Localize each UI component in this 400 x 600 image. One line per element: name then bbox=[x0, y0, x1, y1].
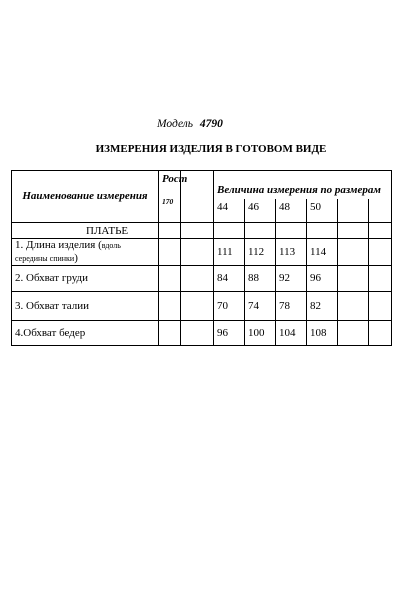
value-cell: 111 bbox=[214, 239, 245, 266]
header-name: Наименование измерения bbox=[12, 171, 159, 223]
size-46: 46 bbox=[245, 199, 276, 223]
value-cell: 84 bbox=[214, 266, 245, 292]
value-cell: 78 bbox=[276, 292, 307, 321]
value-cell: 92 bbox=[276, 266, 307, 292]
value-cell: 70 bbox=[214, 292, 245, 321]
size-44: 44 bbox=[214, 199, 245, 223]
section-label: ПЛАТЬЕ bbox=[12, 223, 159, 239]
model-line bbox=[157, 118, 223, 130]
table-row bbox=[12, 266, 392, 292]
size-empty-2 bbox=[369, 199, 392, 223]
row-label-waist: 3. Обхват талии bbox=[12, 292, 159, 321]
size-empty-1 bbox=[338, 199, 369, 223]
size-48: 48 bbox=[276, 199, 307, 223]
model-number: 4790 bbox=[199, 118, 223, 130]
header-sizes-label: Величина измерения по размерам bbox=[214, 171, 392, 199]
value-cell: 82 bbox=[307, 292, 338, 321]
value-cell: 96 bbox=[307, 266, 338, 292]
row-label-hips: 4.Обхват бедер bbox=[12, 321, 159, 346]
value-cell: 108 bbox=[307, 321, 338, 346]
value-cell: 113 bbox=[276, 239, 307, 266]
value-cell: 100 bbox=[245, 321, 276, 346]
model-label: Модель bbox=[157, 118, 194, 130]
value-cell: 74 bbox=[245, 292, 276, 321]
measurements-table bbox=[11, 170, 392, 346]
table-row bbox=[12, 292, 392, 321]
page-title: ИЗМЕРЕНИЯ ИЗДЕЛИЯ В ГОТОВОМ ВИДЕ bbox=[95, 143, 327, 155]
header-height bbox=[159, 171, 188, 223]
section-row bbox=[12, 223, 392, 239]
table-row bbox=[12, 321, 392, 346]
header-row-1 bbox=[12, 171, 392, 199]
row-label-chest: 2. Обхват груди bbox=[12, 266, 159, 292]
value-cell: 114 bbox=[307, 239, 338, 266]
value-cell: 96 bbox=[214, 321, 245, 346]
value-cell: 104 bbox=[276, 321, 307, 346]
value-cell: 112 bbox=[245, 239, 276, 266]
row-label-length: 1. Длина изделия (вдоль середины спинки) bbox=[12, 239, 159, 266]
header-height-value: 170 bbox=[162, 196, 174, 206]
size-50: 50 bbox=[307, 199, 338, 223]
value-cell: 88 bbox=[245, 266, 276, 292]
header-height-label: Рост bbox=[162, 173, 188, 185]
table-row bbox=[12, 239, 392, 266]
